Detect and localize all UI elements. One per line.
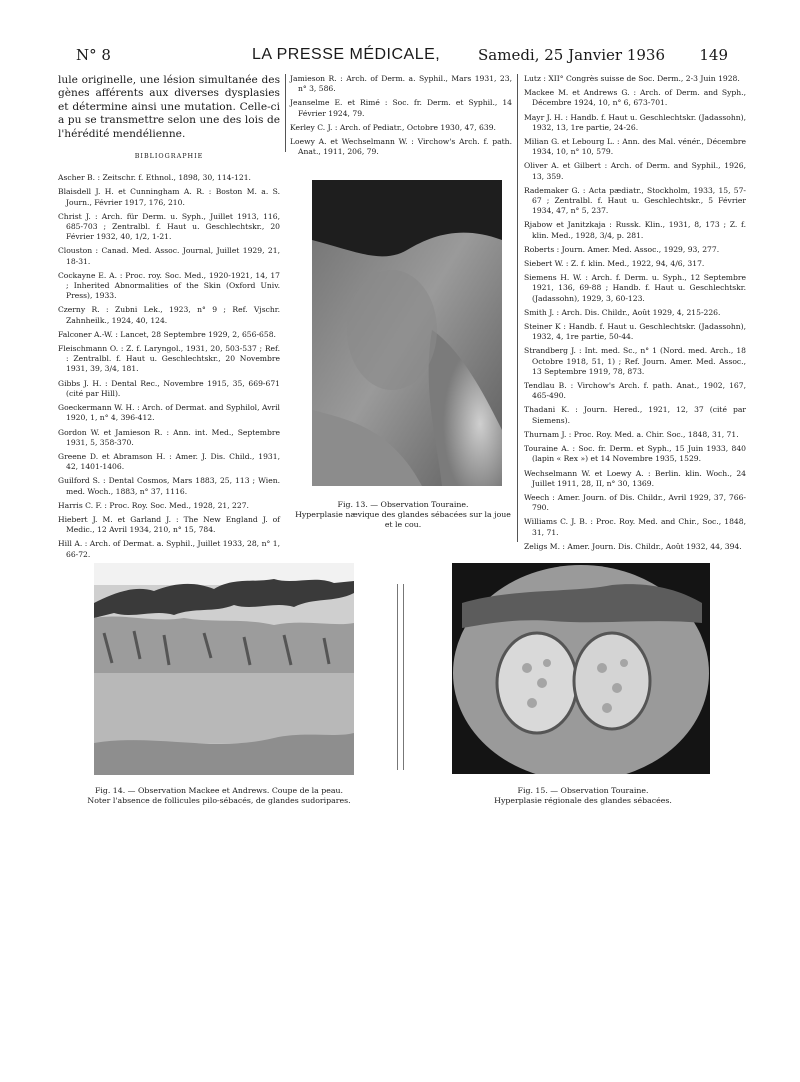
page-number: 149 <box>699 46 728 64</box>
reference-item: Goeckermann W. H. : Arch. of Dermat. and Syphilol, Avril 1920, 1, n° 4, 396-412. <box>58 403 280 423</box>
reference-item: Jeanselme E. et Rimé : Soc. fr. Derm. et Syphil., 14 Février 1924, 79. <box>290 98 512 118</box>
reference-item: Guilford S. : Dental Cosmos, Mars 1883, 25, 113 ; Wien. med. Woch., 1883, n° 37, 1116. <box>58 476 280 496</box>
reference-item: Kerley C. J. : Arch. of Pediatr., Octobre 1930, 47, 639. <box>290 122 496 132</box>
journal-title: LA PRESSE MÉDICALE, <box>252 46 441 63</box>
figure-15-photo <box>452 563 710 774</box>
reference-item: Fleischmann O. : Z. f. Laryngol., 1931, 20, 503-537 ; Ref. : Zentralbl. f. Haut u. Geschlechtskr., 20 Novembre 1931, 39, 3/4, 181. <box>58 344 280 374</box>
column-rule <box>397 584 398 770</box>
reference-item: Blaisdell J. H. et Cunningham A. R. : Boston M. a. S. Journ., Février 1917, 176, 210. <box>58 187 280 207</box>
figure-15-caption <box>430 786 736 806</box>
reference-item: Zeligs M. : Amer. Journ. Dis. Childr., Août 1932, 44, 394. <box>524 541 742 551</box>
figure-14-caption <box>58 786 380 806</box>
intro-paragraph: lule originelle, une lésion simultanée des gènes afférents aux diverses dysplasies et détermine ainsi une mutation. Celle-ci a pu se transmettre selon une des lois de l'hérédité mendélienne. <box>58 74 280 140</box>
reference-item: Ascher B. : Zeitschr. f. Ethnol., 1898, 30, 114-121. <box>58 173 251 183</box>
reference-item: Hiebert J. M. et Garland J. : The New England J. of Medic., 12 Avril 1934, 210, n° 15, 784. <box>58 514 280 535</box>
reference-item: Steiner K : Handb. f. Haut u. Geschlechtskr. (Jadassohn), 1932, 4, 1re partie, 50-44. <box>524 322 746 342</box>
figure-14-photo <box>94 563 354 775</box>
reference-item: Smith J. : Arch. Dis. Childr., Août 1929, 4, 215-226. <box>524 307 721 317</box>
figure-13-caption-body: Hyperplasie nævique des glandes sébacées sur la joue et le cou. <box>295 510 511 529</box>
figure-14-caption-title: Fig. 14. — Observation Mackee et Andrews. Coupe de la peau. <box>94 786 344 795</box>
reference-item: Strandberg J. : Int. med. Sc., n° 1 (Nord. med. Arch., 18 Octobre 1918, 51, 1) ; Ref. Journ. Amer. Med. Assoc., 13 Septembre 1919, 78, 873. <box>524 346 746 376</box>
reference-item: Oliver A. et Gilbert : Arch. of Derm. and Syphil., 1926, 13, 359. <box>524 161 746 181</box>
reference-item: Thurnam J. : Proc. Roy. Med. a. Chir. Soc., 1848, 31, 71. <box>524 429 739 439</box>
reference-item: Harris C. F. : Proc. Roy. Soc. Med., 1928, 21, 227. <box>58 500 249 510</box>
reference-item: Rjabow et Janitzkaja : Russk. Klin., 1931, 8, 173 ; Z. f. klin. Med., 1928, 3/4, p. 281. <box>524 220 746 240</box>
figure-13-caption <box>292 500 514 530</box>
column-2 <box>290 74 512 161</box>
reference-list-col3 <box>524 74 746 552</box>
reference-item: Gordon W. et Jamieson R. : Ann. int. Med., Septembre 1931, 5, 358-370. <box>58 427 280 447</box>
figure-13-photo <box>312 180 502 486</box>
reference-item: Hill A. : Arch. of Dermat. a. Syphil., Juillet 1933, 28, n° 1, 66-72. <box>58 539 280 559</box>
figure-15-caption-body: Hyperplasie régionale des glandes sébacées. <box>494 796 672 805</box>
reference-item: Wechselmann W. et Loewy A. : Berlin. klin. Woch., 24 Juillet 1911, 28, II, n° 30, 1369. <box>524 468 746 488</box>
column-3 <box>524 74 746 556</box>
reference-item: Christ J. : Arch. für Derm. u. Syph., Juillet 1913, 116, 685-703 ; Zentralbl. f. Haut u. Geschlechtskr., 20 Février 1932, 40, 1/2, 1-21. <box>58 211 280 242</box>
reference-item: Thadani K. : Journ. Hered., 1921, 12, 37 (cité par Siemens). <box>524 405 746 425</box>
figure-13-caption-title: Fig. 13. — Observation Touraine. <box>337 500 469 509</box>
reference-item: Weech : Amer. Journ. of Dis. Childr., Avril 1929, 37, 766-790. <box>524 492 746 513</box>
figure-15-caption-title: Fig. 15. — Observation Touraine. <box>517 786 649 795</box>
reference-item: Clouston : Canad. Med. Assoc. Journal, Juillet 1929, 21, 18-31. <box>58 246 280 266</box>
reference-item: Rademaker G. : Acta pædiatr., Stockholm, 1933, 15, 57-67 ; Zentralbl. f. Haut u. Geschlechtskr., 5 Février 1934, 47, n° 5, 237. <box>524 185 746 216</box>
bibliography-heading: BIBLIOGRAPHIE <box>134 152 204 161</box>
issue-number: N° 8 <box>76 46 111 64</box>
reference-list-col1 <box>58 173 280 560</box>
reference-item: Milian G. et Lebourg L. : Ann. des Mal. vénér., Décembre 1934, 10, n° 10, 579. <box>524 137 746 157</box>
page-header <box>70 46 732 68</box>
reference-item: Falconer A.-W. : Lancet, 28 Septembre 1929, 2, 656-658. <box>58 329 276 339</box>
column-rule <box>403 584 404 770</box>
reference-item: Siemens H. W. : Arch. f. Derm. u. Syph., 12 Septembre 1921, 136, 69-88 ; Handb. f. Haut u. Geschlechtskr. (Jadassohn), 1929, 3, 60-123. <box>524 273 746 303</box>
reference-list-col2 <box>290 74 512 157</box>
reference-item: Cockayne E. A. : Proc. roy. Soc. Med., 1920-1921, 14, 17 ; Inherited Abnormalities of the Skin (Oxford Univ. Press), 1933. <box>58 270 280 301</box>
column-rule <box>517 74 518 542</box>
issue-date: Samedi, 25 Janvier 1936 <box>478 46 665 64</box>
reference-item: Mackee M. et Andrews G. : Arch. of Derm. and Syph., Décembre 1924, 10, n° 6, 673-701. <box>524 88 746 108</box>
reference-item: Williams C. J. B. : Proc. Roy. Med. and Chir., Soc., 1848, 31, 71. <box>524 517 746 537</box>
reference-item: Tendlau B. : Virchow's Arch. f. path. Anat., 1902, 167, 465-490. <box>524 381 746 401</box>
reference-item: Siebert W. : Z. f. klin. Med., 1922, 94, 4/6, 317. <box>524 259 705 269</box>
reference-item: Greene D. et Abramson H. : Amer. J. Dis. Child., 1931, 42, 1401-1406. <box>58 451 280 472</box>
column-1 <box>58 74 280 564</box>
reference-item: Jamieson R. : Arch. of Derm. a. Syphil., Mars 1931, 23, n° 3, 586. <box>290 74 512 94</box>
reference-item: Gibbs J. H. : Dental Rec., Novembre 1915, 35, 669-671 (cité par Hill). <box>58 378 280 398</box>
reference-item: Touraine A. : Soc. fr. Derm. et Syph., 15 Juin 1933, 840 (lapin « Rex ») et 14 Novembre 1935, 1529. <box>524 444 746 464</box>
reference-item: Roberts : Journ. Amer. Med. Assoc., 1929, 93, 277. <box>524 244 720 254</box>
reference-item: Loewy A. et Wechselmann W. : Virchow's Arch. f. path. Anat., 1911, 206, 79. <box>290 137 512 157</box>
reference-item: Czerny R. : Zubni Lek., 1923, n° 9 ; Ref. Vjschr. Zahnheilk., 1924, 40, 124. <box>58 305 280 325</box>
reference-item: Lutz : XII° Congrès suisse de Soc. Derm., 2-3 Juin 1928. <box>524 74 740 83</box>
column-rule <box>285 74 286 152</box>
reference-item: Mayr J. H. : Handb. f. Haut u. Geschlechtskr. (Jadassohn), 1932, 13, 1re partie, 24-26. <box>524 112 746 132</box>
figure-14-caption-body: Noter l'absence de follicules pilo-sébacés, de glandes sudoripares. <box>87 796 351 805</box>
